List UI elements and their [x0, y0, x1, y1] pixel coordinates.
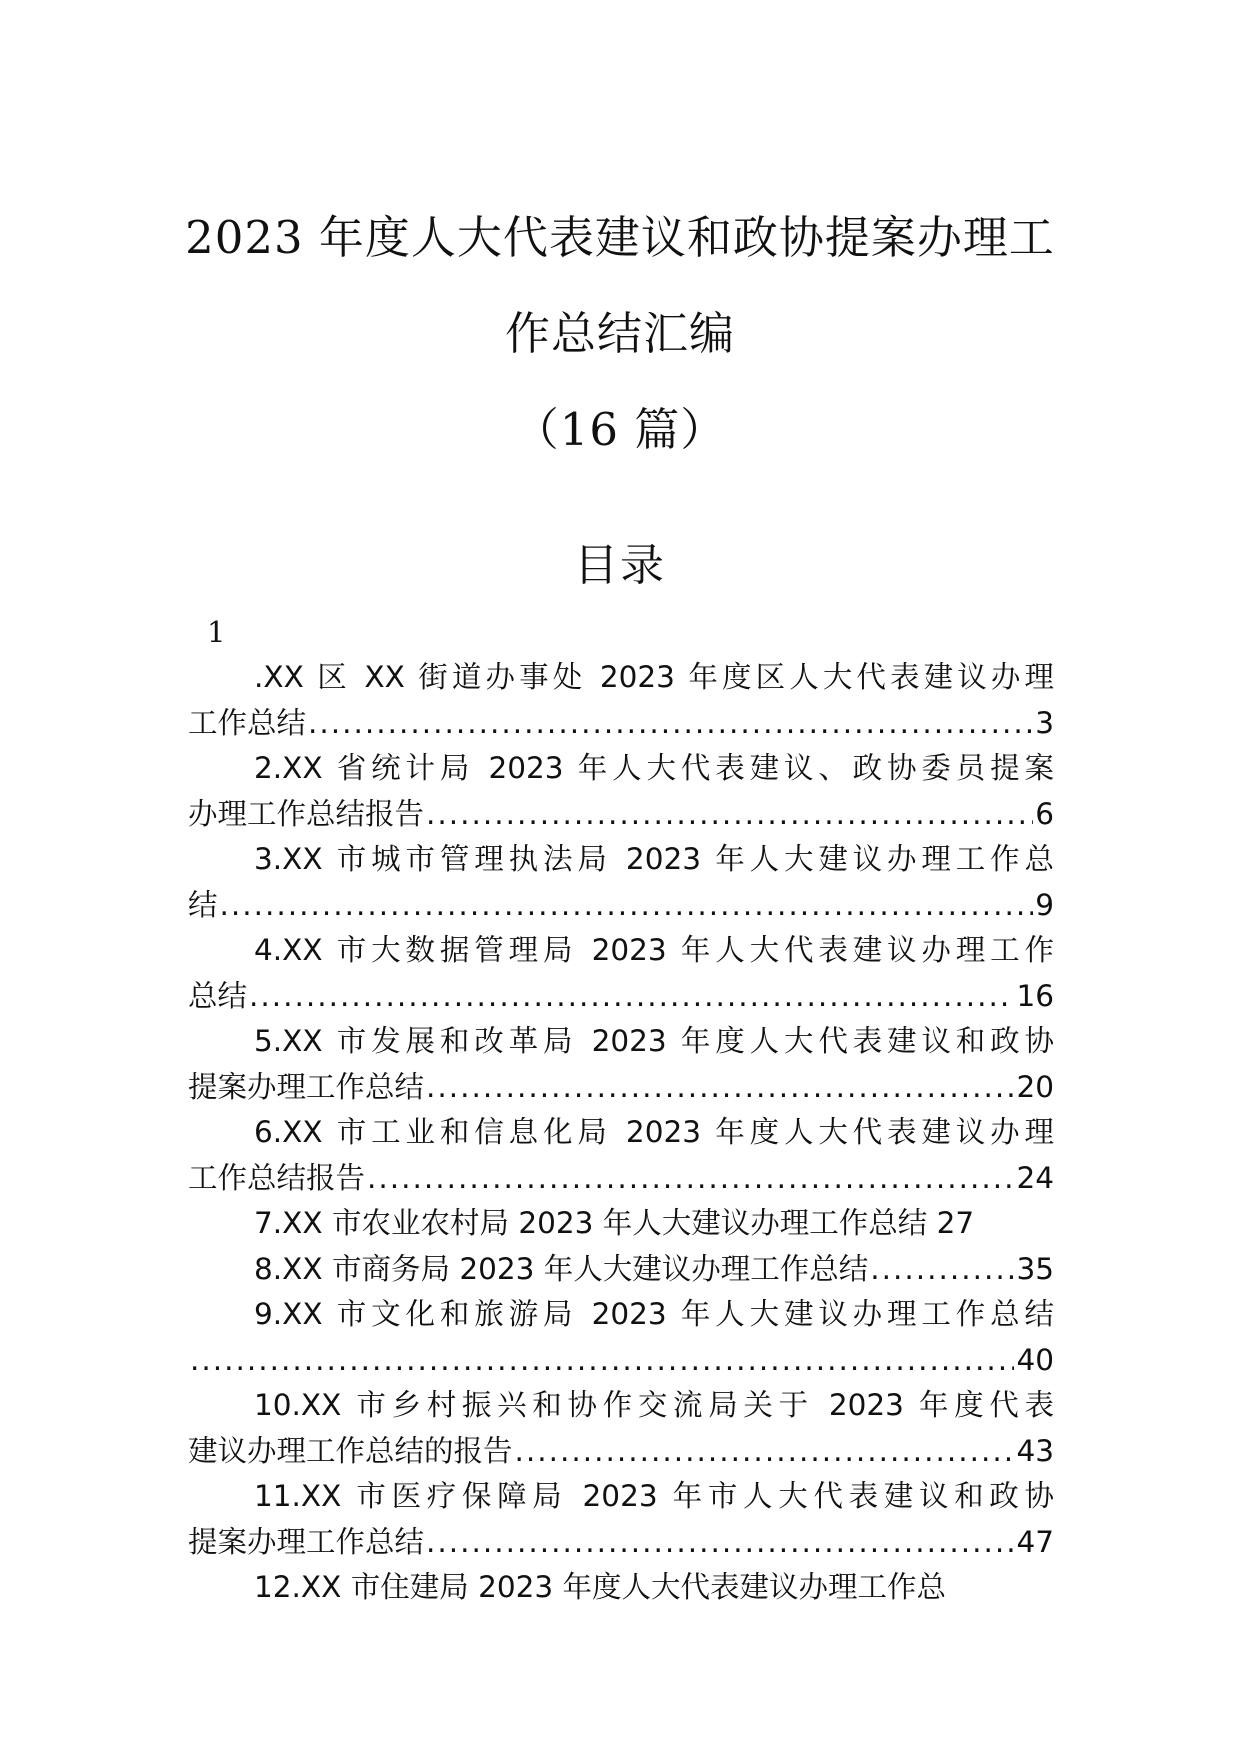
title-line-2: 作总结汇编	[504, 307, 735, 360]
toc-dot-leader	[870, 1247, 1014, 1293]
toc-entry-continuation-line	[188, 883, 1054, 929]
toc-entry-title-continued: 提案办理工作总结	[188, 1069, 425, 1104]
toc-page-number: 16	[1016, 978, 1054, 1013]
toc-entry[interactable]	[188, 1565, 1054, 1611]
toc-heading: 目录	[574, 540, 666, 591]
toc-entry[interactable]	[188, 1019, 1054, 1110]
toc-dot-leader	[367, 1156, 1014, 1202]
toc-entry-title-continued: 提案办理工作总结	[188, 1524, 425, 1559]
toc-page-number: 9	[1035, 887, 1054, 922]
toc-entry[interactable]	[188, 1474, 1054, 1565]
toc-entry-title-line	[188, 837, 1054, 883]
toc-dot-leader	[220, 883, 1034, 929]
toc-entry-title-line	[188, 655, 1054, 701]
toc-entry-title-line	[188, 1247, 1054, 1293]
toc-entry[interactable]	[188, 1110, 1054, 1201]
toc-entry-continuation-line	[188, 1429, 1054, 1475]
toc-entry-title-line	[188, 928, 1054, 974]
toc-entry-title-continued: 工作总结	[188, 705, 307, 740]
toc-page-number: 3	[1035, 705, 1054, 740]
toc-entry[interactable]	[188, 837, 1054, 928]
toc-entry-title-line	[188, 746, 1054, 792]
title-line-1: 2023 年度人大代表建议和政协提案办理工	[185, 211, 1055, 264]
toc-entry-title: 6.XX 市工业和信息化局 2023 年度人大代表建议办理	[254, 1115, 1054, 1149]
toc-entry-title-line	[188, 1201, 1054, 1247]
toc-entry-title: 8.XX 市商务局 2023 年人大建议办理工作总结	[254, 1251, 869, 1286]
toc-page-number: 35	[1016, 1251, 1054, 1286]
toc-entry[interactable]	[188, 1292, 1054, 1383]
toc-entry-title: 12.XX 市住建局 2023 年度人大代表建议办理工作总	[254, 1570, 947, 1604]
toc-dot-leader	[426, 1065, 1014, 1111]
toc-entry[interactable]	[188, 655, 1054, 746]
toc-entry[interactable]	[188, 1383, 1054, 1474]
toc-entry-title-continued: 结	[188, 887, 218, 922]
toc-entry[interactable]	[188, 1201, 1054, 1247]
toc-page-number: 6	[1035, 796, 1054, 831]
toc-page-number: 24	[1016, 1160, 1054, 1195]
toc-entry-title-line	[188, 1565, 1054, 1611]
toc-dot-leader	[426, 792, 1033, 838]
toc-entry-title-line	[188, 1110, 1054, 1156]
toc-entry-title-line	[188, 1019, 1054, 1065]
toc-entry-title-continued: 建议办理工作总结的报告	[188, 1433, 513, 1468]
toc-dot-leader	[190, 1338, 1014, 1384]
table-of-contents	[188, 655, 1054, 1611]
toc-entry-title: 2.XX 省统计局 2023 年人大代表建议、政协委员提案	[254, 751, 1054, 785]
toc-page-number: 20	[1016, 1069, 1054, 1104]
toc-entry-continuation-line	[188, 701, 1054, 747]
toc-entry-title: 5.XX 市发展和改革局 2023 年度人大代表建议和政协	[254, 1024, 1054, 1058]
toc-entry[interactable]	[188, 746, 1054, 837]
toc-entry-title: 3.XX 市城市管理执法局 2023 年人大建议办理工作总	[254, 842, 1054, 876]
toc-entry-title: 9.XX 市文化和旅游局 2023 年人大建议办理工作总结	[254, 1297, 1054, 1331]
toc-dot-leader	[308, 701, 1033, 747]
toc-entry-title-line	[188, 1292, 1054, 1338]
toc-dot-leader	[515, 1429, 1015, 1475]
title-article-count: （16 篇）	[513, 403, 727, 456]
stray-list-number: 1	[207, 615, 226, 649]
toc-entry[interactable]	[188, 1247, 1054, 1293]
toc-entry-title-continued: 总结	[188, 978, 248, 1013]
toc-page-number: 40	[1016, 1342, 1054, 1377]
toc-entry-title: 7.XX 市农业农村局 2023 年人大建议办理工作总结 27	[254, 1206, 975, 1240]
toc-entry-title-continued: 工作总结报告	[188, 1160, 366, 1195]
toc-entry-title: 11.XX 市医疗保障局 2023 年市人大代表建议和政协	[254, 1479, 1054, 1513]
toc-entry-title-line	[188, 1474, 1054, 1520]
toc-entry-continuation-line	[188, 1520, 1054, 1566]
toc-entry-title: 4.XX 市大数据管理局 2023 年人大代表建议办理工作	[254, 933, 1054, 967]
toc-dot-leader	[426, 1520, 1014, 1566]
toc-dot-leader	[249, 974, 1014, 1020]
toc-page-number: 43	[1016, 1433, 1054, 1468]
toc-entry-continuation-line	[188, 1065, 1054, 1111]
toc-entry-title: 10.XX 市乡村振兴和协作交流局关于 2023 年度代表	[254, 1388, 1054, 1422]
toc-entry-continuation-line	[188, 1338, 1054, 1384]
toc-entry-continuation-line	[188, 1156, 1054, 1202]
toc-entry-continuation-line	[188, 974, 1054, 1020]
toc-entry-continuation-line	[188, 792, 1054, 838]
toc-entry-title: .XX 区 XX 街道办事处 2023 年度区人大代表建议办理	[254, 660, 1054, 694]
toc-entry-title-continued: 办理工作总结报告	[188, 796, 425, 831]
toc-entry-title-line	[188, 1383, 1054, 1429]
toc-entry[interactable]	[188, 928, 1054, 1019]
toc-page-number: 47	[1016, 1524, 1054, 1559]
document-title	[0, 190, 1240, 478]
